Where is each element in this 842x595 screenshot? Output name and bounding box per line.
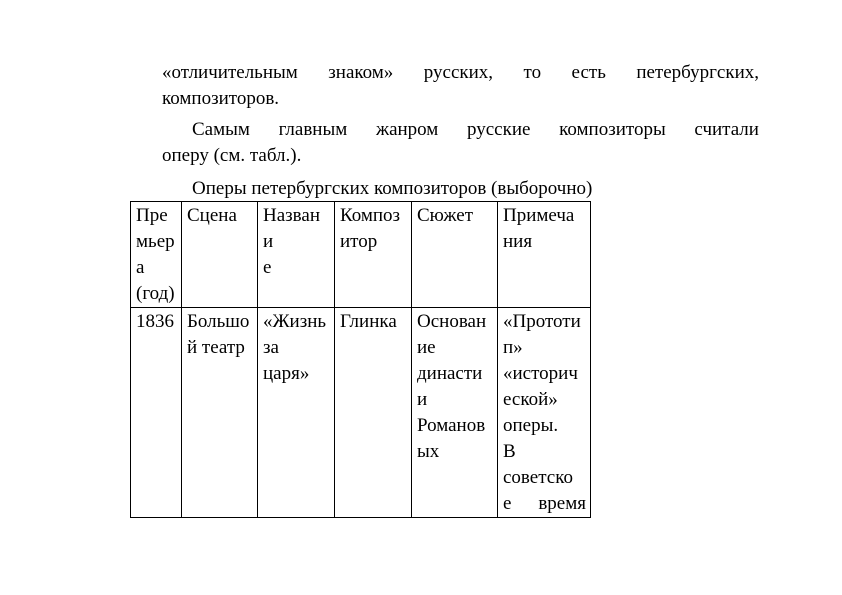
cell-line: а: [136, 257, 145, 278]
cell-line: Примеча: [503, 205, 575, 226]
cell-line: п»: [503, 337, 523, 358]
cell-line: В: [503, 441, 516, 462]
word: русских,: [423, 62, 494, 83]
header-premiere: [131, 202, 182, 308]
word: русские: [467, 119, 531, 140]
cell-line: Названи: [263, 205, 320, 252]
word: главным: [278, 119, 348, 140]
header-notes: [498, 202, 591, 308]
cell-line: Сюжет: [417, 205, 474, 226]
cell-line: (год): [136, 283, 175, 304]
word: знаком»: [328, 62, 394, 83]
cell-line: мьер: [136, 231, 175, 252]
cell-line: Глинка: [340, 311, 397, 332]
operas-table: [130, 201, 591, 518]
word: время: [538, 493, 586, 514]
word: считали: [694, 119, 759, 140]
cell-line: «историч: [503, 363, 578, 384]
cell-line: династи: [417, 363, 483, 384]
word: то: [523, 62, 542, 83]
cell-line: е: [263, 257, 272, 278]
cell-line: ых: [417, 441, 440, 462]
cell-line: оперы.: [503, 415, 559, 436]
table-caption: Оперы петербургских композиторов (выборочно): [192, 178, 593, 199]
header-title: [258, 202, 335, 308]
cell-line: за: [263, 337, 279, 358]
table-row: [131, 308, 591, 518]
word: Самым: [192, 119, 250, 140]
cell-line: ния: [503, 231, 533, 252]
paragraph-1-line-2: композиторов.: [162, 88, 280, 109]
cell-line: Большо: [187, 311, 250, 332]
paragraph-2-line-1: [192, 117, 759, 143]
paragraph-1-line-1: [162, 60, 759, 86]
table-header-row: [131, 202, 591, 308]
cell-line: «Жизнь: [263, 311, 327, 332]
cell-line: Сцена: [187, 205, 237, 226]
cell-line: Романов: [417, 415, 486, 436]
cell-line: 1836: [136, 311, 174, 332]
cell-composer: [335, 308, 412, 518]
cell-line: й театр: [187, 337, 245, 358]
word: «отличительным: [162, 62, 298, 83]
cell-line: Пре: [136, 205, 168, 226]
word: петербургских,: [636, 62, 759, 83]
cell-line: итор: [340, 231, 378, 252]
header-plot: [412, 202, 498, 308]
cell-premiere: [131, 308, 182, 518]
header-composer: [335, 202, 412, 308]
cell-line: еской»: [503, 389, 558, 410]
paragraph-2-line-2: оперу (см. табл.).: [162, 145, 302, 166]
word: есть: [571, 62, 606, 83]
word: жанром: [375, 119, 439, 140]
cell-line: «Прототи: [503, 311, 581, 332]
cell-line: Основан: [417, 311, 487, 332]
cell-title: [258, 308, 335, 518]
cell-line: советско: [503, 467, 573, 488]
cell-plot: [412, 308, 498, 518]
word: е: [503, 493, 512, 514]
cell-stage: [182, 308, 258, 518]
cell-notes: [498, 308, 591, 518]
cell-line: царя»: [263, 363, 310, 384]
cell-line: и: [417, 389, 428, 410]
header-stage: [182, 202, 258, 308]
word: композиторы: [559, 119, 666, 140]
cell-line: ие: [417, 337, 436, 358]
cell-line: Композ: [340, 205, 401, 226]
cell-line: [503, 491, 586, 517]
